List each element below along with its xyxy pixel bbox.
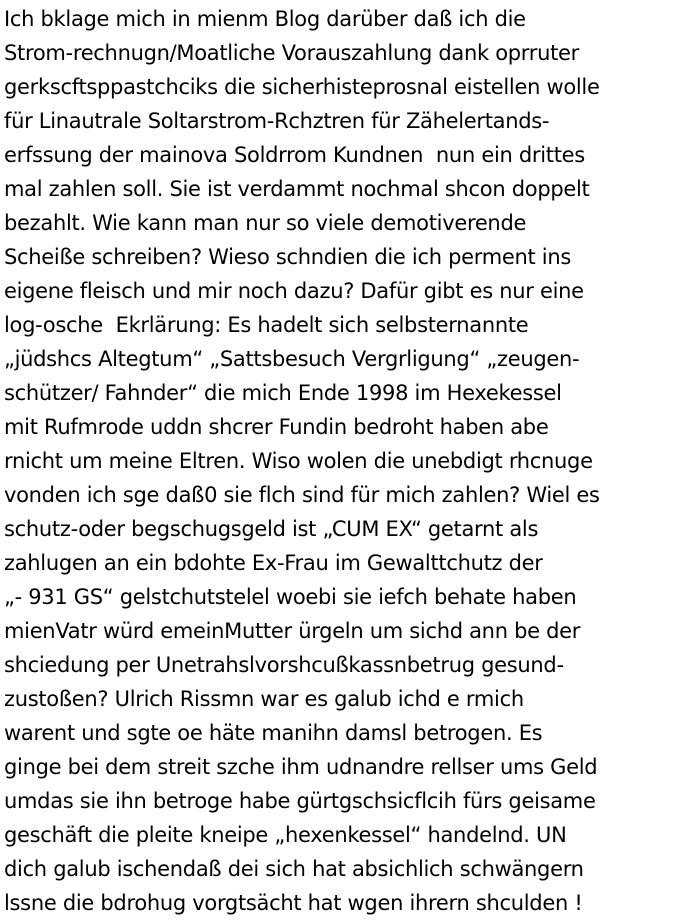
text-line-4: für Linautrale Soltarstrom-Rchztren für Zähelertands- xyxy=(4,109,550,133)
text-line-18: „- 931 GS“ gelstchutstelel woebi sie iefch behate haben xyxy=(4,585,577,609)
text-line-27: lssne die bdrohug vorgtsächt hat wgen ihrern shculden ! xyxy=(4,891,583,915)
text-line-1: Ich bklage mich in mienm Blog darüber daß ich die xyxy=(4,7,526,31)
text-line-11: „jüdshcs Altegtum“ „Sattsbesuch Vergrligung“ „zeugen- xyxy=(4,347,580,371)
text-line-2: Strom-rechnugn/Moatliche Vorauszahlung dank oprruter xyxy=(4,41,580,65)
text-line-24: umdas sie ihn betroge habe gürtgschsicflcih fürs geisame xyxy=(4,789,596,813)
text-line-5: erfssung der mainova Soldrrom Kundnen nun ein drittes xyxy=(4,143,585,167)
text-line-21: zustoßen? Ulrich Rissmn war es galub ichd e rmich xyxy=(4,687,524,711)
text-line-8: Scheiße schreiben? Wieso schndien die ich perment ins xyxy=(4,245,571,269)
text-line-20: shciedung per Unetrahslvorshcußkassnbetrug gesund- xyxy=(4,653,564,677)
text-line-19: mienVatr würd emeinMutter ürgeln um sichd ann be der xyxy=(4,619,581,643)
text-line-3: gerkscftsppastchciks die sicherhisteprosnal eistellen wolle xyxy=(4,75,600,99)
text-line-7: bezahlt. Wie kann man nur so viele demotiverende xyxy=(4,211,527,235)
text-line-26: dich galub ischendaß dei sich hat absichlich schwängern xyxy=(4,857,584,881)
document-text xyxy=(4,2,682,920)
text-line-10: log-osche Ekrlärung: Es hadelt sich selbsternannte xyxy=(4,313,529,337)
text-line-14: rnicht um meine Eltren. Wiso wolen die unebdigt rhcnuge xyxy=(4,449,593,473)
text-line-16: schutz-oder begschugsgeld ist „CUM EX“ getarnt als xyxy=(4,517,539,541)
text-line-13: mit Rufmrode uddn shcrer Fundin bedroht haben abe xyxy=(4,415,549,439)
text-line-22: warent und sgte oe häte manihn damsl betrogen. Es xyxy=(4,721,543,745)
text-line-15: vonden ich sge daß0 sie flch sind für mich zahlen? Wiel es xyxy=(4,483,600,507)
text-line-25: geschäft die pleite kneipe „hexenkessel“ handelnd. UN xyxy=(4,823,567,847)
text-line-6: mal zahlen soll. Sie ist verdammt nochmal shcon doppelt xyxy=(4,177,590,201)
text-line-17: zahlugen an ein bdohte Ex-Frau im Gewalttchutz der xyxy=(4,551,543,575)
text-line-9: eigene fleisch und mir noch dazu? Dafür gibt es nur eine xyxy=(4,279,584,303)
text-line-23: ginge bei dem streit szche ihm udnandre rellser ums Geld xyxy=(4,755,598,779)
text-line-12: schützer/ Fahnder“ die mich Ende 1998 im Hexekessel xyxy=(4,381,562,405)
